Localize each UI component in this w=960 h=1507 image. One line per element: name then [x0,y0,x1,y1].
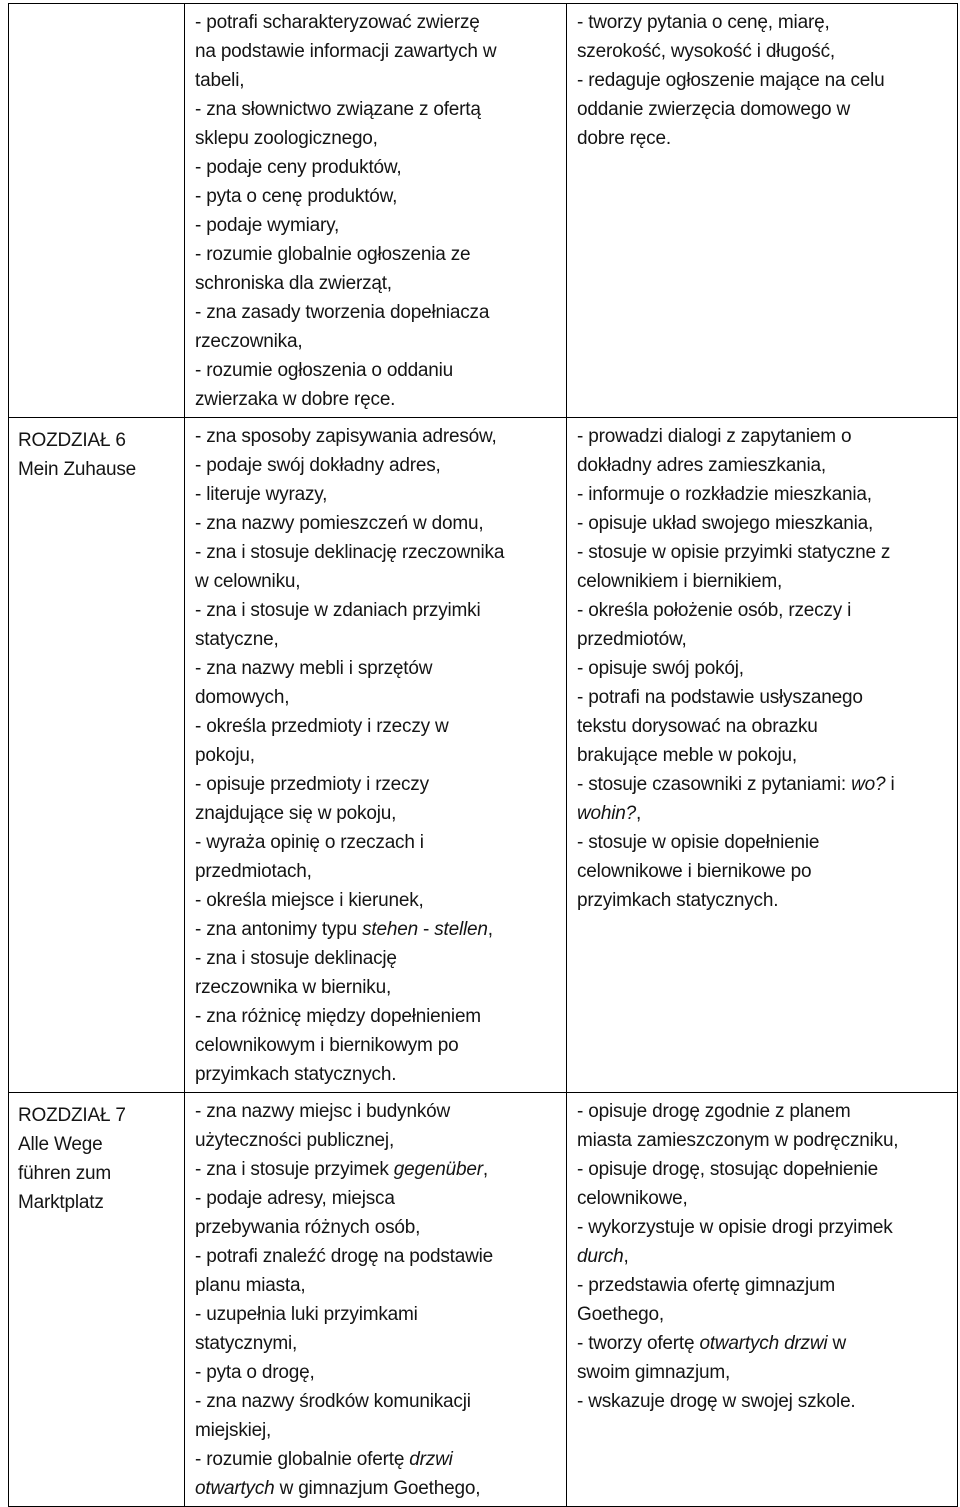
text-line: - redaguje ogłoszenie mające na celu [577,70,885,91]
text-line: przebywania różnych osób, [195,1217,421,1238]
text-line: - opisuje układ swojego mieszkania, [577,513,874,534]
text-line: - podaje swój dokładny adres, [195,455,441,476]
text-line: - opisuje swój pokój, [577,658,744,679]
text-line: - podaje ceny produktów, [195,157,402,178]
text-line: domowych, [195,687,290,708]
text-line: celownikowe, [577,1188,688,1209]
text-line: - informuje o rozkładzie mieszkania, [577,484,872,505]
requirements-extended-cell [567,4,958,418]
text-line: Alle Wege [18,1134,103,1155]
text-line: - literuje wyrazy, [195,484,328,505]
text-line: ROZDZIAŁ 7 [18,1105,126,1126]
text-line: sklepu zoologicznego, [195,128,378,149]
text-line: - opisuje drogę zgodnie z planem [577,1101,851,1122]
text-line: szerokość, wysokość i długość, [577,41,835,62]
text-line: tekstu dorysować na obrazku [577,716,818,737]
text-line: brakujące meble w pokoju, [577,745,797,766]
text-line: - potrafi znaleźć drogę na podstawie [195,1246,494,1267]
text-line: - zna i stosuje deklinację rzeczownika [195,542,505,563]
text-line: - zna i stosuje w zdaniach przyimki [195,600,481,621]
text-line: - zna i stosuje przyimek gegenüber, [195,1159,488,1180]
text-line: przyimkach statycznych. [577,890,779,911]
text-line: - wyraża opinię o rzeczach i [195,832,424,853]
text-line: - zna sposoby zapisywania adresów, [195,426,497,447]
text-line: znajdujące się w pokoju, [195,803,397,824]
text-line: - rozumie globalnie ofertę drzwi [195,1449,453,1470]
text-line: ROZDZIAŁ 6 [18,430,126,451]
requirements-basic-cell [185,1093,567,1507]
text-line: - zna antonimy typu stehen - stellen, [195,919,493,940]
text-line: - opisuje przedmioty i rzeczy [195,774,429,795]
text-line: durch, [577,1246,629,1267]
text-line: tabeli, [195,70,245,91]
text-line: - potrafi scharakteryzować zwierzę [195,12,480,33]
text-line: Marktplatz [18,1192,104,1213]
text-line: - opisuje drogę, stosując dopełnienie [577,1159,879,1180]
chapter-cell [9,4,185,418]
text-line: - zna nazwy mebli i sprzętów [195,658,433,679]
text-line: - prowadzi dialogi z zapytaniem o [577,426,852,447]
text-line: zwierzaka w dobre ręce. [195,389,396,410]
text-line: - określa przedmioty i rzeczy w [195,716,449,737]
table-row [9,418,958,1093]
text-line: rzeczownika, [195,331,303,352]
text-line: dokładny adres zamieszkania, [577,455,826,476]
text-line: - potrafi na podstawie usłyszanego [577,687,863,708]
text-line: pokoju, [195,745,255,766]
text-line: - stosuje w opisie dopełnienie [577,832,820,853]
chapter-cell [9,418,185,1093]
text-line: - stosuje w opisie przyimki statyczne z [577,542,891,563]
text-line: - pyta o drogę, [195,1362,315,1383]
text-line: w celowniku, [195,571,301,592]
chapter-cell [9,1093,185,1507]
text-line: miasta zamieszczonym w podręczniku, [577,1130,899,1151]
text-line: przyimkach statycznych. [195,1064,397,1085]
text-line: na podstawie informacji zawartych w [195,41,497,62]
text-line: otwartych w gimnazjum Goethego, [195,1478,481,1499]
text-line: - pyta o cenę produktów, [195,186,398,207]
text-line: - podaje wymiary, [195,215,340,236]
text-line: oddanie zwierzęcia domowego w [577,99,851,120]
text-line: statyczne, [195,629,279,650]
text-line: dobre ręce. [577,128,671,149]
text-line: celownikowe i biernikowe po [577,861,812,882]
requirements-extended-cell [567,418,958,1093]
text-line: - zna nazwy środków komunikacji [195,1391,471,1412]
text-line: użyteczności publicznej, [195,1130,395,1151]
text-line: miejskiej, [195,1420,272,1441]
text-line: - zna i stosuje deklinację [195,948,397,969]
text-line: rzeczownika w bierniku, [195,977,392,998]
text-line: - rozumie ogłoszenia o oddaniu [195,360,454,381]
requirements-basic-cell [185,418,567,1093]
text-line: - wskazuje drogę w swojej szkole. [577,1391,856,1412]
text-line: planu miasta, [195,1275,306,1296]
text-line: - zna zasady tworzenia dopełniacza [195,302,490,323]
text-line: - zna nazwy miejsc i budynków [195,1101,451,1122]
text-line: - tworzy ofertę otwartych drzwi w [577,1333,847,1354]
text-line: - podaje adresy, miejsca [195,1188,395,1209]
text-line: - przedstawia ofertę gimnazjum [577,1275,835,1296]
text-line: führen zum [18,1163,112,1184]
text-line: - uzupełnia luki przyimkami [195,1304,418,1325]
text-line: - zna słownictwo związane z ofertą [195,99,481,120]
text-line: - określa miejsce i kierunek, [195,890,424,911]
table-row [9,1093,958,1507]
text-line: - rozumie globalnie ogłoszenia ze [195,244,471,265]
text-line: - tworzy pytania o cenę, miarę, [577,12,830,33]
text-line: - zna nazwy pomieszczeń w domu, [195,513,484,534]
text-line: celownikowym i biernikowym po [195,1035,459,1056]
text-line: wohin?, [577,803,642,824]
text-line: - określa położenie osób, rzeczy i [577,600,852,621]
text-line: Goethego, [577,1304,664,1325]
text-line: przedmiotów, [577,629,687,650]
text-line: przedmiotach, [195,861,312,882]
text-line: Mein Zuhause [18,459,137,480]
table-row [9,4,958,418]
curriculum-table [8,3,958,1507]
text-line: swoim gimnazjum, [577,1362,731,1383]
text-line: - zna różnicę między dopełnieniem [195,1006,481,1027]
requirements-basic-cell [185,4,567,418]
text-line: - stosuje czasowniki z pytaniami: wo? i [577,774,895,795]
text-line: schroniska dla zwierząt, [195,273,392,294]
requirements-extended-cell [567,1093,958,1507]
text-line: celownikiem i biernikiem, [577,571,783,592]
text-line: statycznymi, [195,1333,298,1354]
text-line: - wykorzystuje w opisie drogi przyimek [577,1217,893,1238]
